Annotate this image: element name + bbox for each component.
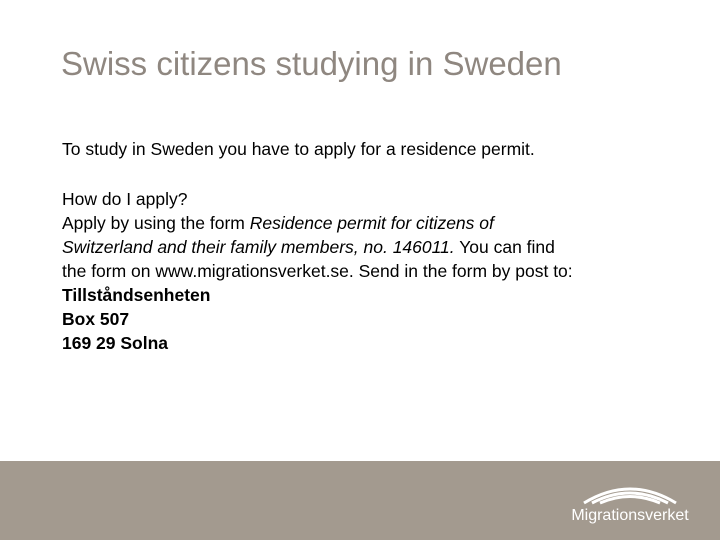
logo-text: Migrationsverket — [571, 507, 689, 524]
instructions-line-1 — [62, 211, 682, 235]
footer-bar — [0, 461, 720, 540]
instructions-prefix: Apply by using the form — [62, 213, 250, 233]
instructions-line-3: the form on www.migrationsverket.se. Send in the form by post to: — [62, 261, 573, 281]
intro-paragraph: To study in Sweden you have to apply for a residence permit. — [62, 139, 535, 159]
apply-paragraph — [62, 187, 682, 355]
form-name-part2: Switzerland and their family members, no. 146011. — [62, 237, 455, 257]
question-line: How do I apply? — [62, 189, 188, 209]
migrationsverket-logo — [560, 479, 700, 535]
slide-title: Swiss citizens studying in Sweden — [61, 45, 562, 82]
instructions-middle: You can find — [454, 237, 555, 257]
address-line-2: Box 507 — [62, 309, 130, 329]
address-line-3: 169 29 Solna — [62, 333, 169, 353]
form-name-part1: Residence permit for citizens of — [249, 213, 494, 233]
arch-logo-icon — [580, 479, 680, 505]
address-line-1: Tillståndsenheten — [62, 285, 211, 305]
slide-body — [62, 137, 682, 355]
instructions-line-2 — [62, 235, 682, 259]
